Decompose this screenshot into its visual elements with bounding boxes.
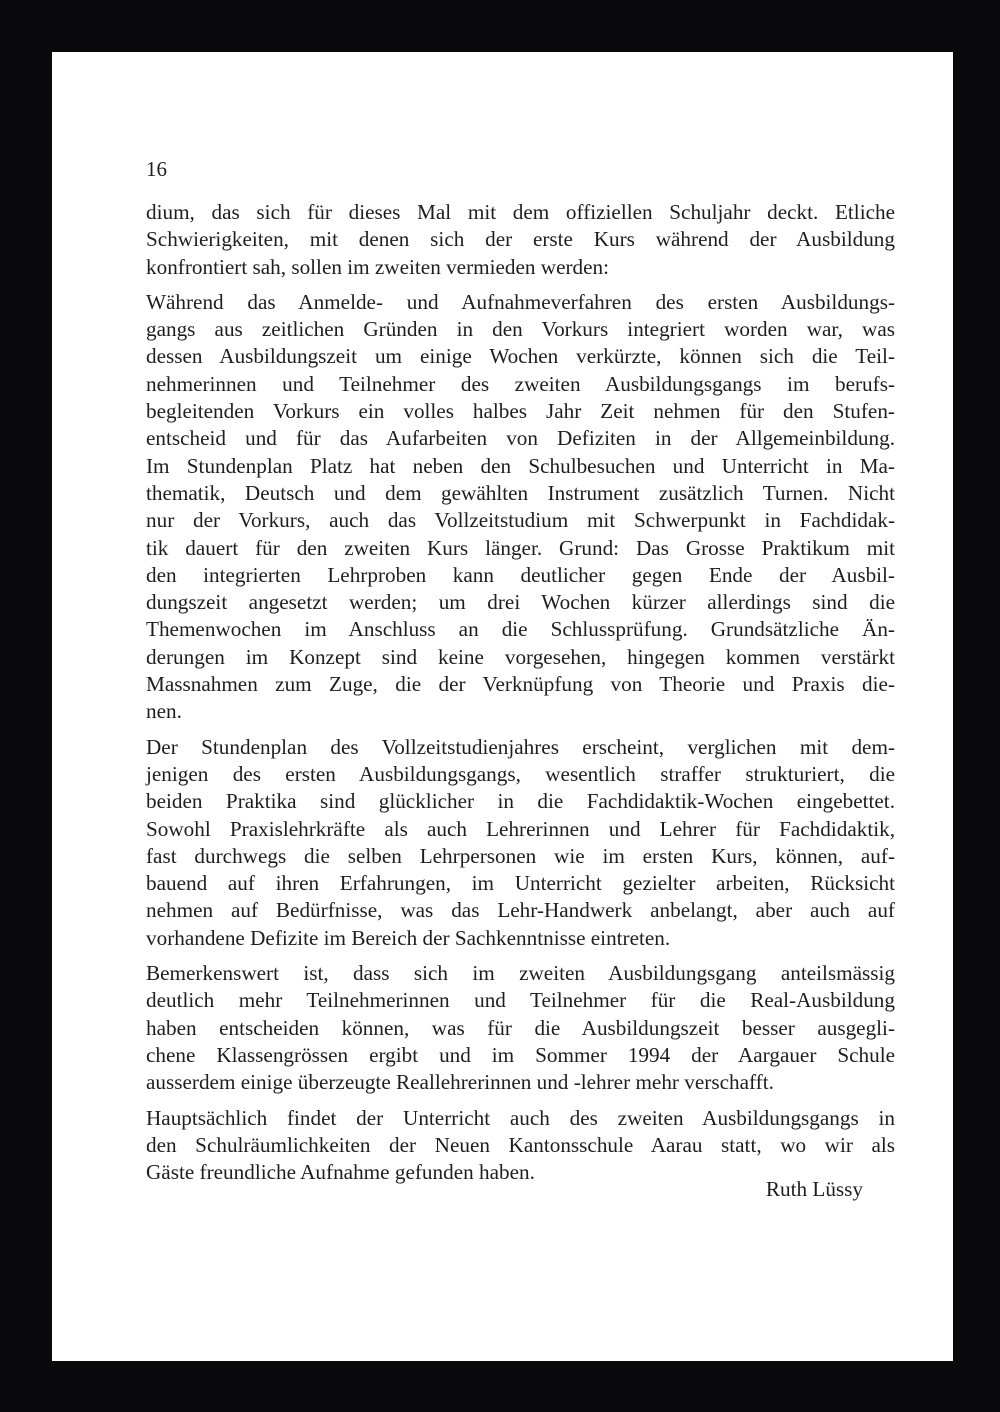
text-line: beiden Praktika sind glücklicher in die Fachdidaktik-Wochen eingebettet.	[146, 789, 895, 814]
text-line: ausserdem einige überzeugte Reallehrerinnen und -lehrer mehr verschafft.	[146, 1070, 774, 1095]
text-line: entscheid und für das Aufarbeiten von Defiziten in der Allgemeinbildung.	[146, 426, 895, 451]
text-line: Bemerkenswert ist, dass sich im zweiten Ausbildungsgang anteilsmässig	[146, 961, 895, 986]
paragraph	[146, 1105, 895, 1187]
text-line: fast durchwegs die selben Lehrpersonen wie im ersten Kurs, können, auf-	[146, 843, 895, 868]
text-line: Im Stundenplan Platz hat neben den Schulbesuchen und Unterricht in Ma-	[146, 453, 895, 478]
text-line: deutlich mehr Teilnehmerinnen und Teilnehmer für die Real-Ausbildung	[146, 988, 895, 1013]
text-line: dungszeit angesetzt werden; um drei Wochen kürzer allerdings sind die	[146, 590, 895, 615]
text-line: Der Stundenplan des Vollzeitstudienjahres erscheint, verglichen mit dem-	[146, 734, 895, 759]
paragraph	[146, 289, 895, 726]
text-line: gangs aus zeitlichen Gründen in den Vorkurs integriert worden war, was	[146, 317, 895, 342]
text-line: konfrontiert sah, sollen im zweiten vermieden werden:	[146, 254, 610, 279]
text-line: dessen Ausbildungszeit um einige Wochen verkürzte, können sich die Teil-	[146, 344, 895, 369]
text-line: nehmerinnen und Teilnehmer des zweiten Ausbildungsgangs im berufs-	[146, 371, 895, 396]
body-text	[146, 199, 895, 1194]
text-line: bauend auf ihren Erfahrungen, im Unterricht gezielter arbeiten, Rücksicht	[146, 871, 895, 896]
text-line: Gäste freundliche Aufnahme gefunden haben.	[146, 1160, 535, 1185]
text-line: Themenwochen im Anschluss an die Schlussprüfung. Grundsätzliche Än-	[146, 617, 895, 642]
text-line: den integrierten Lehrproben kann deutlicher gegen Ende der Ausbil-	[146, 562, 895, 587]
text-line: tik dauert für den zweiten Kurs länger. Grund: Das Grosse Praktikum mit	[146, 535, 895, 560]
text-line: dium, das sich für dieses Mal mit dem offiziellen Schuljahr deckt. Etliche	[146, 200, 895, 224]
text-line: jenigen des ersten Ausbildungsgangs, wesentlich straffer strukturiert, die	[146, 761, 895, 786]
text-line: Schwierigkeiten, mit denen sich der erste Kurs während der Ausbildung	[146, 227, 895, 252]
text-line: den Schulräumlichkeiten der Neuen Kantonsschule Aarau statt, wo wir als	[146, 1132, 895, 1157]
text-line: Massnahmen zum Zuge, die der Verknüpfung von Theorie und Praxis die-	[146, 672, 895, 697]
paragraph	[146, 734, 895, 952]
author-signature: Ruth Lüssy	[765, 1177, 863, 1201]
text-line: Sowohl Praxislehrkräfte als auch Lehrerinnen und Lehrer für Fachdidaktik,	[146, 816, 895, 841]
text-line: derungen im Konzept sind keine vorgesehen, hingegen kommen verstärkt	[146, 644, 895, 669]
text-line: chene Klassengrössen ergibt und im Sommer 1994 der Aargauer Schule	[146, 1042, 895, 1067]
text-line: nur der Vorkurs, auch das Vollzeitstudium mit Schwerpunkt in Fachdidak-	[146, 508, 895, 533]
text-line: nehmen auf Bedürfnisse, was das Lehr-Handwerk anbelangt, aber auch auf	[146, 898, 895, 923]
text-line: nen.	[146, 699, 182, 724]
paragraph	[146, 199, 895, 281]
text-line: vorhandene Defizite im Bereich der Sachkenntnisse eintreten.	[146, 925, 671, 950]
paragraph	[146, 960, 895, 1096]
text-line: haben entscheiden können, was für die Ausbildungszeit besser ausgegli-	[146, 1015, 895, 1040]
page-number: 16	[146, 157, 167, 181]
text-line: begleitenden Vorkurs ein volles halbes Jahr Zeit nehmen für den Stufen-	[146, 399, 895, 424]
text-line: thematik, Deutsch und dem gewählten Instrument zusätzlich Turnen. Nicht	[146, 480, 895, 505]
text-line: Hauptsächlich findet der Unterricht auch des zweiten Ausbildungsgangs in	[146, 1105, 895, 1130]
text-line: Während das Anmelde- und Aufnahmeverfahren des ersten Ausbildungs-	[146, 289, 895, 314]
